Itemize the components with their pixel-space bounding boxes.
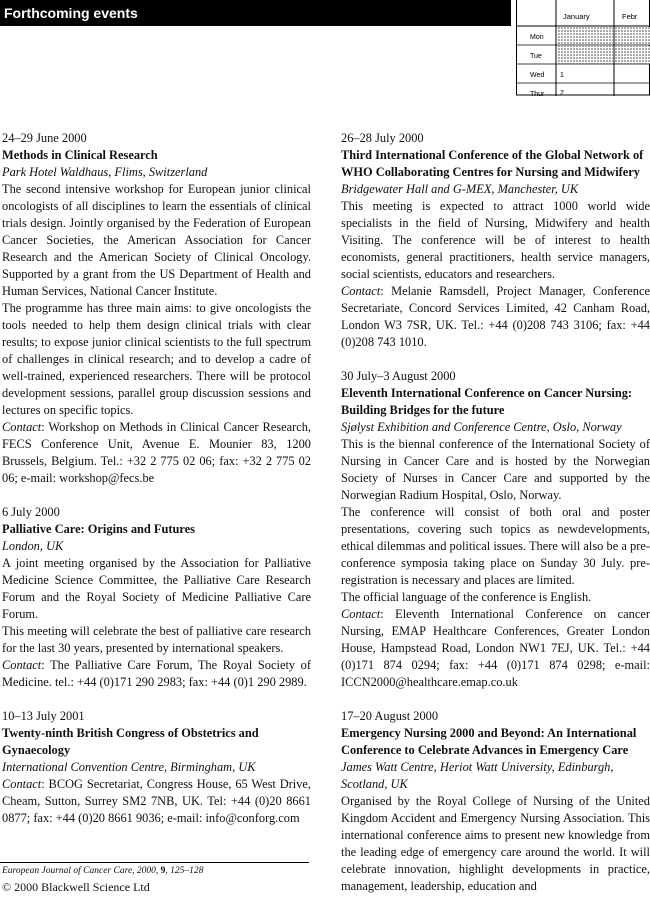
journal-year: , 2000,: [132, 866, 161, 876]
event-description: This meeting will celebrate the best of palliative care research for the last 30 years, presented by international speakers.: [2, 624, 311, 655]
event-description: The second intensive workshop for European junior clinical oncologists of all disciplines to learn the essentials of clinical trials design. Jointly organised by the Federation of European Cancer Societies, the American Association for Cancer Research and the American Society of Clinical Oncology. Supported by a grant from the US Department of Health and Human Services, National Cancer Institute.: [2, 182, 311, 298]
event-venue: Bridgewater Hall and G-MEX, Manchester, UK: [341, 182, 579, 196]
event-description: The official language of the conference is English.: [341, 590, 592, 604]
event-venue: Sjølyst Exhibition and Conference Centre, Oslo, Norway: [341, 420, 622, 434]
event-description: The conference will consist of both oral and poster presentations, covering such topics as newdevelopments, ethical dilemmas and political issues. There will also be a pre-conference symposia taking place on Sunday 30 July. pre-registration is necessary and places are limited.: [341, 505, 650, 587]
calendar-day-number: 2: [560, 90, 564, 96]
contact-label: Contact: [2, 777, 42, 791]
event-title: Twenty-ninth British Congress of Obstetrics and Gynaecology: [2, 726, 259, 757]
event-venue: London, UK: [2, 539, 64, 553]
event-title: Eleventh International Conference on Cancer Nursing: Building Bridges for the future: [341, 386, 633, 417]
right-column: [341, 130, 650, 912]
footer-divider: [0, 862, 309, 863]
contact-details: : The Palliative Care Forum, The Royal Society of Medicine. tel.: +44 (0)171 290 2983; fax: +44 (0)1 290 2989.: [2, 658, 311, 689]
event-contact: [2, 419, 311, 487]
event-date: 30 July–3 August 2000: [341, 369, 456, 383]
contact-label: Contact: [341, 607, 381, 621]
event-entry: [2, 708, 311, 827]
contact-label: Contact: [2, 420, 42, 434]
contact-label: Contact: [341, 284, 381, 298]
calendar-day-number: 1: [560, 72, 564, 79]
contact-label: Contact: [2, 658, 42, 672]
event-description: This is the biennal conference of the International Society of Nursing in Cancer Care and is hosted by the Norwegian Society of Nurses in Cancer Care and supported by the Norwegian Radium Hospital, Oslo, Norway.: [341, 437, 650, 502]
journal-volume: 9: [160, 866, 166, 876]
event-entry: [341, 368, 650, 691]
contact-details: : BCOG Secretariat, Congress House, 65 West Drive, Cheam, Sutton, Surrey SM2 7NB, UK. Tel: +44 (0)20 8661 0877; fax: +44 (0)20 8661 9036; e-mail: info@conforg.com: [2, 777, 311, 825]
event-title: Third International Conference of the Global Network of WHO Collaborating Centres for Nursing and Midwifery: [341, 148, 644, 179]
event-date: 6 July 2000: [2, 505, 60, 519]
event-date: 24–29 June 2000: [2, 131, 87, 145]
journal-pages: , 125–128: [165, 866, 204, 876]
copyright-notice: © 2000 Blackwell Science Ltd: [2, 880, 150, 894]
event-date: 10–13 July 2001: [2, 709, 85, 723]
event-contact: [2, 776, 311, 827]
journal-citation: [2, 865, 203, 877]
event-title: Palliative Care: Origins and Futures: [2, 522, 195, 536]
event-entry: [341, 130, 650, 351]
calendar-icon: [516, 0, 650, 96]
event-description: This meeting is expected to attract 1000 world wide specialists in the field of Nursing, Midwifery and health Visiting. The conference will be of interest to health economists, general practitioners, health service managers, social scientists, educators and researchers.: [341, 199, 650, 281]
event-venue: Park Hotel Waldhaus, Flims, Switzerland: [2, 165, 208, 179]
journal-name: European Journal of Cancer Care: [2, 866, 133, 876]
event-venue: James Watt Centre, Heriot Watt University, Edinburgh, Scotland, UK: [341, 760, 614, 791]
event-entry: [2, 504, 311, 691]
event-contact: [341, 606, 650, 691]
event-contact: [341, 283, 650, 351]
left-column: [2, 130, 311, 844]
calendar-day-label: Thur: [530, 91, 545, 96]
calendar-month-label: January: [563, 12, 590, 21]
contact-details: : Workshop on Methods in Clinical Cancer Research, FECS Conference Unit, Avenue E. Mounier 83, 1200 Brussels, Belgium. Tel.: +32 2 775 02 06; fax: +32 2 775 02 06; e-mail: workshop@fecs.be: [2, 420, 311, 485]
contact-details: : Melanie Ramsdell, Project Manager, Conference Secretariate, Concord Services Limited, 42 Canham Road, London W3 7SR, UK. Tel.: +44 (0)208 743 3106; fax: +44 (0)208 743 1010.: [341, 284, 650, 349]
calendar-day-label: Tue: [530, 53, 542, 60]
event-date: 17–20 August 2000: [341, 709, 439, 723]
event-description: Organised by the Royal College of Nursing of the United Kingdom Accident and Emergency Nursing Association. This international conference aims to present new knowledge from the leading edge of emergency care around the world. It will celebrate innovation, highlight developments in practice, management, leadership, education and: [341, 794, 650, 893]
event-description: The programme has three main aims: to give oncologists the tools needed to help them design clinical trials with clear results; to expose junior clinical scientists to the full spectrum of challenges in clinical research; and to develop a cadre of well-trained, experienced researchers. There will be protocol development sessions, parallel group discussion sessions and lectures on specific topics.: [2, 301, 311, 417]
event-entry: [2, 130, 311, 487]
section-header: [0, 0, 511, 26]
event-venue: International Convention Centre, Birmingham, UK: [2, 760, 256, 774]
event-date: 26–28 July 2000: [341, 131, 424, 145]
event-entry: [341, 708, 650, 895]
calendar-day-label: Wed: [530, 72, 545, 79]
calendar-month-label: Febr: [622, 12, 638, 21]
event-title: Methods in Clinical Research: [2, 148, 158, 162]
event-title: Emergency Nursing 2000 and Beyond: An International Conference to Celebrate Advances in Emergency Care: [341, 726, 637, 757]
section-title: Forthcoming events: [4, 5, 138, 21]
contact-details: : Eleventh International Conference on cancer Nursing, EMAP Healthcare Conferences, Greater London House, Hampstead Road, London NW1 7EJ, UK. Tel.: +44 (0)171 874 0294; fax: +44 (0)171 874 0298; e-mail: ICCN2000@healthcare.emap.co.uk: [341, 607, 650, 689]
event-contact: [2, 657, 311, 691]
calendar-day-label: Mon: [530, 34, 544, 41]
event-description: A joint meeting organised by the Association for Palliative Medicine Science Committee, the Palliative Care Research Forum and the Royal Society of Medicine Palliative Care Forum.: [2, 556, 311, 621]
